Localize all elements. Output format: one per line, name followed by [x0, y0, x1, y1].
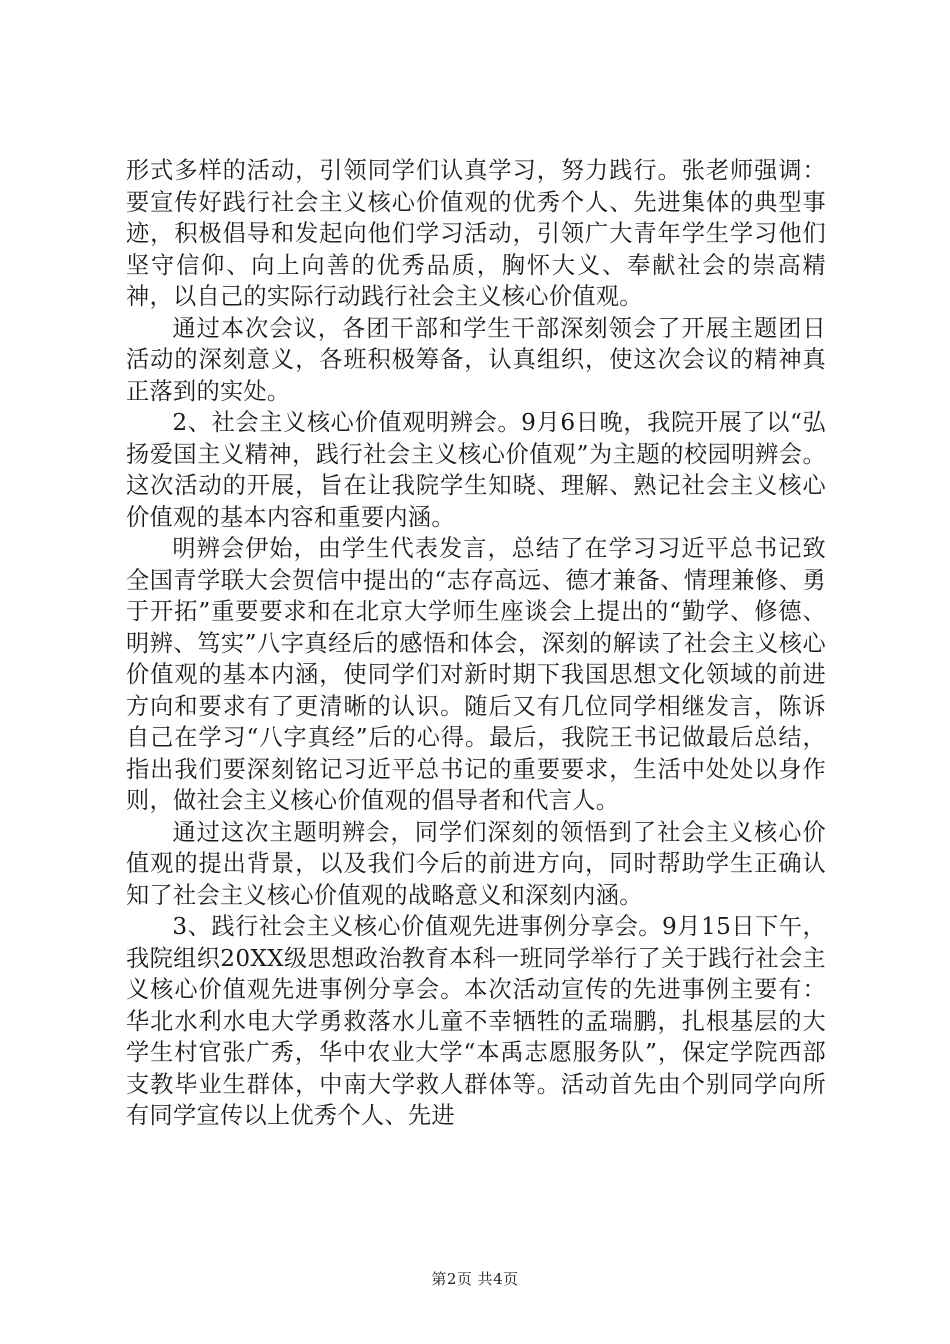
paragraph: 通过这次主题明辨会，同学们深刻的领悟到了社会主义核心价值观的提出背景，以及我们今后的前进方向，同时帮助学生正确认知了社会主义核心价值观的战略意义和深刻内涵。 [126, 818, 826, 909]
paragraph: 通过本次会议，各团干部和学生干部深刻领会了开展主题团日活动的深刻意义，各班积极筹备，认真组织，使这次会议的精神真正落到的实处。 [126, 314, 826, 405]
paragraph: 2、社会主义核心价值观明辨会。9月6日晚，我院开展了以“弘扬爱国主义精神，践行社会主义核心价值观”为主题的校园明辨会。这次活动的开展，旨在让我院学生知晓、理解、熟记社会主义核心价值观的基本内容和重要内涵。 [126, 409, 826, 531]
paragraph: 明辨会伊始，由学生代表发言，总结了在学习习近平总书记致全国青学联大会贺信中提出的“志存高远、德才兼备、情理兼修、勇于开拓”重要要求和在北京大学师生座谈会上提出的“勤学、修德、明辨、笃实”八字真经后的感悟和体会，深刻的解读了社会主义核心价值观的基本内涵，使同学们对新时期下我国思想文化领域的前进方向和要求有了更清晰的认识。随后又有几位同学相继发言，陈诉自己在学习“八字真经”后的心得。最后，我院王书记做最后总结，指出我们要深刻铭记习近平总书记的重要要求，生活中处处以身作则，做社会主义核心价值观的倡导者和代言人。 [126, 535, 826, 814]
body-text [126, 155, 826, 1132]
paragraph: 形式多样的活动，引领同学们认真学习，努力践行。张老师强调：要宣传好践行社会主义核心价值观的优秀个人、先进集体的典型事迹，积极倡导和发起向他们学习活动，引领广大青年学生学习他们坚守信仰、向上向善的优秀品质，胸怀大义、奉献社会的崇高精神，以自己的实际行动践行社会主义核心价值观。 [126, 157, 826, 310]
page-number-footer: 第2页 共4页 [431, 1270, 519, 1288]
paragraph: 3、践行社会主义核心价值观先进事例分享会。9月15日下午，我院组织20XX级思想政治教育本科一班同学举行了关于践行社会主义核心价值观先进事例分享会。本次活动宣传的先进事例主要有：华北水利水电大学勇救落水儿童不幸牺牲的孟瑞鹏，扎根基层的大学生村官张广秀，华中农业大学“本禹志愿服务队”，保定学院西部支教毕业生群体，中南大学救人群体等。活动首先由个别同学向所有同学宣传以上优秀个人、先进 [126, 913, 826, 1129]
